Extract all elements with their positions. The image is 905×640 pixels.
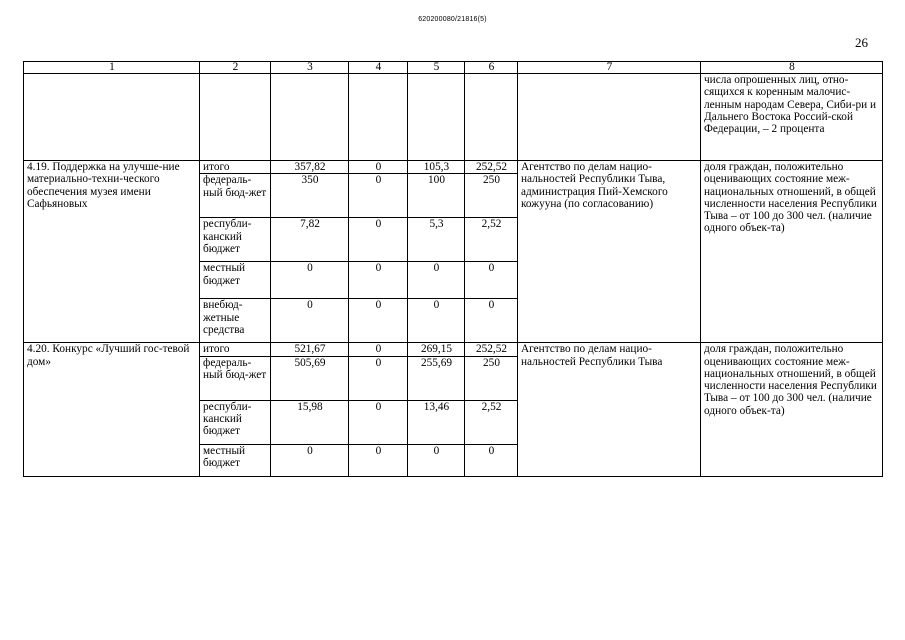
column-number: 4: [349, 62, 408, 74]
funding-source: федераль-ный бюд-жет: [200, 174, 271, 218]
total-value: 0: [271, 299, 349, 343]
empty-cell: [349, 74, 408, 161]
document-id: 620200080/21816(5): [418, 16, 487, 23]
page-number: 26: [855, 35, 868, 50]
year3-value: 0: [465, 444, 518, 476]
year3-value: 0: [465, 262, 518, 299]
column-number: 1: [24, 62, 200, 74]
program-table: [23, 61, 883, 477]
year2-value: 13,46: [408, 400, 465, 444]
year3-value: 252,52: [465, 343, 518, 356]
year3-value: 252,52: [465, 161, 518, 174]
year3-value: 0: [465, 299, 518, 343]
column-number: 8: [701, 62, 883, 74]
funding-source: итого: [200, 343, 271, 356]
total-value: 15,98: [271, 400, 349, 444]
year1-value: 0: [349, 161, 408, 174]
indicator: доля граждан, положительно оценивающих состояние меж-национальных отношений, в общей численности населения Республики Тыва – от 100 до 300 чел. (наличие одного объек-та): [701, 161, 883, 343]
year1-value: 0: [349, 400, 408, 444]
year2-value: 5,3: [408, 218, 465, 262]
indicator: доля граждан, положительно оценивающих состояние меж-национальных отношений, в общей численности населения Республики Тыва – от 100 до 300 чел. (наличие одного объек-та): [701, 343, 883, 476]
year3-value: 250: [465, 356, 518, 400]
executor: Агентство по делам нацио-нальностей Республики Тыва: [518, 343, 701, 476]
table-row: [24, 343, 883, 356]
year3-value: 2,52: [465, 218, 518, 262]
total-value: 0: [271, 444, 349, 476]
activity-name: 4.20. Конкурс «Лучший гос-тевой дом»: [24, 343, 200, 476]
continuation-row: [24, 74, 883, 161]
column-number: 3: [271, 62, 349, 74]
funding-source: итого: [200, 161, 271, 174]
empty-cell: [271, 74, 349, 161]
year1-value: 0: [349, 218, 408, 262]
funding-source: республи-канский бюджет: [200, 218, 271, 262]
column-numbers-row: [24, 62, 883, 74]
total-value: 505,69: [271, 356, 349, 400]
activity-name: 4.19. Поддержка на улучше-ние материально-техни-ческого обеспечения музея имени Сафьяновых: [24, 161, 200, 343]
total-value: 7,82: [271, 218, 349, 262]
year2-value: 100: [408, 174, 465, 218]
funding-source: федераль-ный бюд-жет: [200, 356, 271, 400]
year1-value: 0: [349, 299, 408, 343]
funding-source: республи-канский бюджет: [200, 400, 271, 444]
year2-value: 269,15: [408, 343, 465, 356]
column-number: 7: [518, 62, 701, 74]
empty-cell: [24, 74, 200, 161]
total-value: 357,82: [271, 161, 349, 174]
year2-value: 0: [408, 262, 465, 299]
total-value: 521,67: [271, 343, 349, 356]
year1-value: 0: [349, 262, 408, 299]
indicator-continuation: числа опрошенных лиц, отно-сящихся к коренным малочис-ленным народам Севера, Сиби-ри и Дальнего Востока Россий-ской Федерации, – 2 процента: [701, 74, 883, 161]
funding-source: местный бюджет: [200, 262, 271, 299]
empty-cell: [408, 74, 465, 161]
year1-value: 0: [349, 343, 408, 356]
year1-value: 0: [349, 174, 408, 218]
empty-cell: [465, 74, 518, 161]
total-value: 0: [271, 262, 349, 299]
total-value: 350: [271, 174, 349, 218]
column-number: 2: [200, 62, 271, 74]
year1-value: 0: [349, 444, 408, 476]
year1-value: 0: [349, 356, 408, 400]
column-number: 5: [408, 62, 465, 74]
empty-cell: [200, 74, 271, 161]
year3-value: 250: [465, 174, 518, 218]
executor: Агентство по делам нацио-нальностей Республики Тыва, администрация Пий-Хемского кожууна (по согласованию): [518, 161, 701, 343]
column-number: 6: [465, 62, 518, 74]
empty-cell: [518, 74, 701, 161]
year2-value: 105,3: [408, 161, 465, 174]
year3-value: 2,52: [465, 400, 518, 444]
funding-source: внебюд-жетные средства: [200, 299, 271, 343]
table-row: [24, 161, 883, 174]
funding-source: местный бюджет: [200, 444, 271, 476]
year2-value: 0: [408, 444, 465, 476]
year2-value: 255,69: [408, 356, 465, 400]
year2-value: 0: [408, 299, 465, 343]
